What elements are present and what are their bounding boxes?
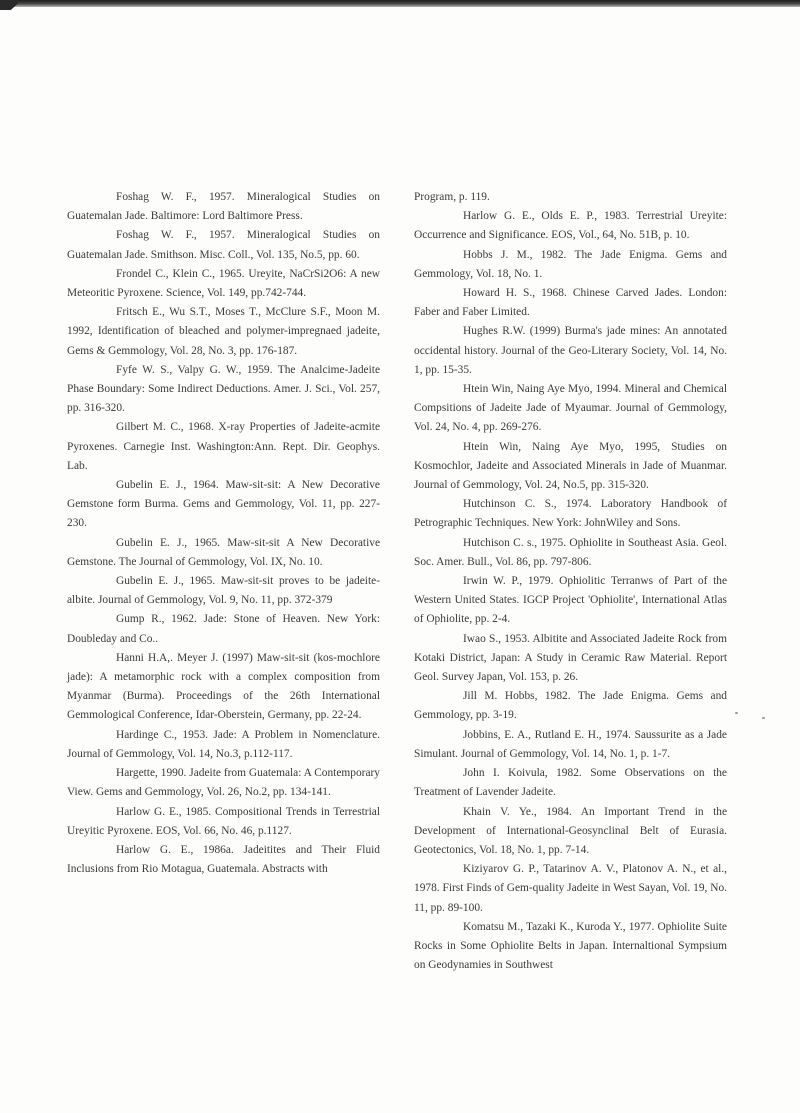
scan-speck [762,717,765,719]
reference-entry: Harlow G. E., 1986a. Jadeitites and Their Fluid Inclusions from Rio Motagua, Guatemala. Abstracts with [67,843,380,876]
reference-entry: Hanni H.A,. Meyer J. (1997) Maw-sit-sit (kos-mochlore jade): A metamorphic rock with a complex composition from Myanmar (Burma). Proceedings of the 26th International Gemmological Conference, Idar-Oberstein, Germany, pp. 22-24. [67,651,380,722]
references-right-column [414,188,727,975]
reference-entry: Fritsch E., Wu S.T., Moses T., McClure S.F., Moon M. 1992, Identification of bleached and polymer-impregnaed jadeite, Gems & Gemmology, Vol. 28, No. 3, pp. 176-187. [67,306,380,357]
reference-entry: Gump R., 1962. Jade: Stone of Heaven. New York: Doubleday and Co.. [67,613,380,645]
scan-corner-shadow [0,0,18,10]
reference-entry: John I. Koivula, 1982. Some Observations on the Treatment of Lavender Jadeite. [414,767,727,799]
reference-entry: Hutchinson C. S., 1974. Laboratory Handbook of Petrographic Techniques. New York: JohnWiley and Sons. [414,498,727,530]
reference-entry: Gubelin E. J., 1965. Maw-sit-sit proves to be jadeite-albite. Journal of Gemmology, Vol. 9, No. 11, pp. 372-379 [67,575,380,607]
reference-entry: Htein Win, Naing Aye Myo, 1994. Mineral and Chemical Compsitions of Jadeite Jade of Myaumar. Journal of Gemmology, Vol. 24, No. 4, pp. 269-276. [414,383,727,434]
reference-entry: Hargette, 1990. Jadeite from Guatemala: A Contemporary View. Gems and Gemmology, Vol. 26, No.2, pp. 134-141. [67,767,380,799]
reference-entry: Harlow G. E., 1985. Compositional Trends in Terrestrial Ureyitic Pyroxene. EOS, Vol. 66, No. 46, p.1127. [67,805,380,837]
reference-entry: Hobbs J. M., 1982. The Jade Enigma. Gems and Gemmology, Vol. 18, No. 1. [414,248,727,280]
reference-entry: Jill M. Hobbs, 1982. The Jade Enigma. Gems and Gemmology, pp. 3-19. [414,690,727,722]
reference-entry: Gilbert M. C., 1968. X-ray Properties of Jadeite-acmite Pyroxenes. Carnegie Inst. Washington:Ann. Rept. Dir. Geophys. Lab. [67,421,380,472]
reference-entry: Fyfe W. S., Valpy G. W., 1959. The Analcime-Jadeite Phase Boundary: Some Indirect Deductions. Amer. J. Sci., Vol. 257, pp. 316-320. [67,363,380,415]
reference-entry: Foshag W. F., 1957. Mineralogical Studies on Guatemalan Jade. Smithson. Misc. Coll., Vol. 135, No.5, pp. 60. [67,229,380,261]
reference-entry: Kiziyarov G. P., Tatarinov A. V., Platonov A. N., et al., 1978. First Finds of Gem-quality Jadeite in West Sayan, Vol. 19, No. 11, pp. 89-100. [414,863,727,914]
scan-speck [735,712,738,714]
reference-entry: Khain V. Ye., 1984. An Important Trend in the Development of International-Geosynclinal Belt of Eurasia. Geotectonics, Vol. 18, No. 1, pp. 7-14. [414,805,727,856]
reference-entry: Hughes R.W. (1999) Burma's jade mines: An annotated occidental history. Journal of the Geo-Literary Society, Vol. 14, No. 1, pp. 15-35. [414,325,727,376]
reference-entry: Iwao S., 1953. Albitite and Associated Jadeite Rock from Kotaki District, Japan: A Study in Ceramic Raw Material. Report Geol. Survey Japan, Vol. 153, p. 26. [414,632,727,684]
reference-entry: Jobbins, E. A., Rutland E. H., 1974. Saussurite as a Jade Simulant. Journal of Gemmology, Vol. 14, No. 1, p. 1-7. [414,728,727,760]
reference-entry: Gubelin E. J., 1964. Maw-sit-sit: A New Decorative Gemstone form Burma. Gems and Gemmology, Vol. 11, pp. 227-230. [67,479,380,530]
reference-entry: Komatsu M., Tazaki K., Kuroda Y., 1977. Ophiolite Suite Rocks in Some Ophiolite Belts in Japan. Internaltional Sympsium on Geodynamies in Southwest [414,920,727,972]
reference-entry: Harlow G. E., Olds E. P., 1983. Terrestrial Ureyite: Occurrence and Significance. EOS, Vol., 64, No. 51B, p. 10. [414,210,727,242]
reference-entry: Irwin W. P., 1979. Ophiolitic Terranws of Part of the Western United States. IGCP Project 'Ophiolite', International Atlas of Ophiolite, pp. 2-4. [414,575,727,626]
references-left-column [67,188,380,879]
reference-entry: Htein Win, Naing Aye Myo, 1995, Studies on Kosmochlor, Jadeite and Associated Minerals in Jade of Muanmar. Journal of Gemmology, Vol. 24, No.5, pp. 315-320. [414,440,727,492]
reference-entry: Hardinge C., 1953. Jade: A Problem in Nomenclature. Journal of Gemmology, Vol. 14, No.3, p.112-117. [67,728,380,760]
reference-entry: Gubelin E. J., 1965. Maw-sit-sit A New Decorative Gemstone. The Journal of Gemmology, Vol. IX, No. 10. [67,536,380,568]
scan-top-edge [0,0,800,7]
reference-entry: Frondel C., Klein C., 1965. Ureyite, NaCrSi2O6: A new Meteoritic Pyroxene. Science, Vol. 149, pp.742-744. [67,267,380,300]
reference-entry-continuation: Program, p. 119. [414,191,490,203]
reference-entry: Foshag W. F., 1957. Mineralogical Studies on Guatemalan Jade. Baltimore: Lord Baltimore Press. [67,191,380,223]
reference-entry: Howard H. S., 1968. Chinese Carved Jades. London: Faber and Faber Limited. [414,287,727,319]
reference-entry: Hutchison C. s., 1975. Ophiolite in Southeast Asia. Geol. Soc. Amer. Bull., Vol. 86, pp. 797-806. [414,536,727,568]
